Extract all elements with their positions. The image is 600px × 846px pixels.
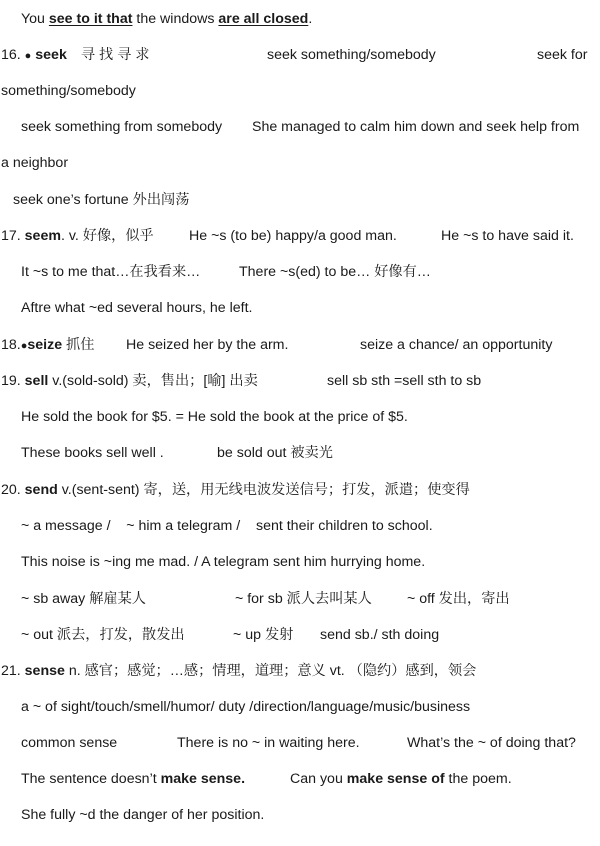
entry-16-head: 16. ● seek 寻 找 寻 求 seek something/somebody seek for xyxy=(1,47,588,63)
example-line: something/somebody xyxy=(1,83,136,99)
example-line: The sentence doesn’t make sense. Can you make sense of the poem. xyxy=(21,771,512,787)
bullet-icon: ● xyxy=(24,50,32,62)
headword: seem xyxy=(24,228,61,244)
example-line: This noise is ~ing me mad. / A telegram sent him hurrying home. xyxy=(21,554,426,570)
entry-number: 17. xyxy=(1,228,25,244)
entry-21-head: 21. sense n. 感官；感觉；…感；情理，道理；意义 vt. （隐约）感到，领会 xyxy=(1,663,477,679)
example-line: ~ sb away 解雇某人 ~ for sb 派人去叫某人 ~ off 发出，寄出 xyxy=(21,591,510,607)
entry-number: 16. xyxy=(1,47,25,63)
example-line: These books sell well . be sold out 被卖光 xyxy=(21,445,333,461)
bullet-icon: ● xyxy=(20,340,28,352)
example-line: She fully ~d the danger of her position. xyxy=(21,807,265,823)
entry-17-head: 17. seem. v. 好像，似乎 He ~s (to be) happy/a good man. He ~s to have said it. xyxy=(1,228,574,244)
entry-number: 20. xyxy=(1,482,25,498)
example-line: seek something from somebody She managed to calm him down and seek help from xyxy=(21,119,580,135)
example-line: a ~ of sight/touch/smell/humor/ duty /direction/language/music/business xyxy=(21,699,471,715)
example-line: a neighbor xyxy=(1,155,69,171)
example-line: ~ out 派去，打发，散发出 ~ up 发射 send sb./ sth doing xyxy=(21,627,440,643)
example-line: ~ a message / ~ him a telegram / sent their children to school. xyxy=(21,518,433,534)
entry-number: 19. xyxy=(1,373,25,389)
entry-number: 21. xyxy=(1,663,25,679)
headword: sell xyxy=(24,373,49,389)
example-line: seek one’s fortune 外出闯荡 xyxy=(13,192,190,208)
entry-number: 18. xyxy=(1,337,21,353)
example-line: common sense There is no ~ in waiting here. What’s the ~ of doing that? xyxy=(21,735,576,751)
entry-20-head: 20. send v.(sent-sent) 寄，送，用无线电波发送信号；打发，派遣；使变得 xyxy=(1,482,470,498)
headword: seek xyxy=(35,47,67,63)
highlight-phrase: are all closed xyxy=(218,11,309,27)
highlight-phrase: make sense of xyxy=(346,771,445,787)
example-line: He sold the book for $5. = He sold the book at the price of $5. xyxy=(21,409,408,425)
headword: seize xyxy=(27,337,63,353)
highlight-phrase: see to it that xyxy=(48,11,133,27)
example-line: Aftre what ~ed several hours, he left. xyxy=(21,300,253,316)
headword: sense xyxy=(24,663,65,679)
example-line: You see to it that the windows are all closed. xyxy=(21,11,313,27)
entry-18-head: 18.●seize 抓住 He seized her by the arm. seize a chance/ an opportunity xyxy=(1,337,553,353)
example-line: It ~s to me that…在我看来… There ~s(ed) to be… 好像有… xyxy=(21,264,431,280)
highlight-phrase: make sense. xyxy=(160,771,246,787)
entry-19-head: 19. sell v.(sold-sold) 卖，售出；[喻] 出卖 sell sb sth =sell sth to sb xyxy=(1,373,482,389)
headword: send xyxy=(24,482,58,498)
